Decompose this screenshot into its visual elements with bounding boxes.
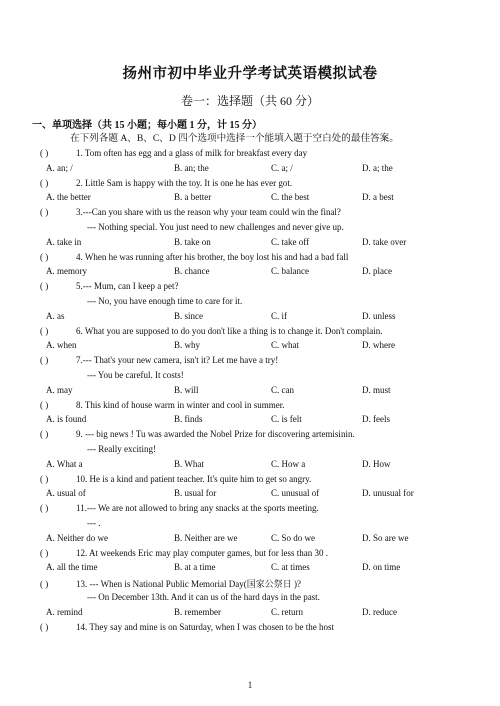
answer-option[interactable]: A. usual of [46, 488, 86, 499]
answer-option[interactable]: B. finds [174, 414, 203, 425]
question-text: 13. --- When is National Public Memorial Day(国家公祭日 )? [76, 579, 302, 590]
answer-option[interactable]: B. why [174, 340, 201, 351]
answer-option[interactable]: B. at a time [174, 562, 216, 573]
answer-option[interactable]: A. remind [46, 606, 83, 617]
answer-option[interactable]: B. since [174, 310, 203, 321]
answer-option[interactable]: D. a; the [362, 162, 393, 173]
answer-parenthesis[interactable]: ( ) [40, 281, 49, 292]
question-continuation: --- Nothing special. You just need to new challenges and never give up. [87, 222, 344, 232]
question-stem [40, 355, 278, 365]
answer-option[interactable]: D. place [362, 266, 392, 277]
answer-parenthesis[interactable]: ( ) [40, 399, 49, 410]
answer-option[interactable]: C. is felt [271, 414, 302, 425]
answer-option[interactable]: A. What a [46, 458, 83, 469]
answer-parenthesis[interactable]: ( ) [40, 621, 49, 632]
question-stem [40, 148, 307, 158]
answer-parenthesis[interactable]: ( ) [40, 148, 49, 158]
answer-option[interactable]: A. as [46, 310, 65, 321]
question-stem [40, 503, 319, 513]
question-stem [40, 474, 311, 484]
answer-option[interactable]: C. return [271, 606, 303, 617]
answer-parenthesis[interactable]: ( ) [40, 429, 49, 440]
answer-option[interactable]: C. at times [271, 562, 310, 573]
answer-option[interactable]: A. an; / [46, 162, 73, 173]
question-stem [40, 400, 285, 410]
answer-option[interactable]: A. take in [46, 236, 82, 247]
answer-option[interactable]: B. a better [174, 192, 212, 203]
answer-option[interactable]: D. How [362, 458, 391, 469]
question-stem [40, 252, 348, 262]
answer-parenthesis[interactable]: ( ) [40, 579, 49, 590]
answer-option[interactable]: C. what [271, 340, 299, 351]
answer-option[interactable]: C. can [271, 384, 294, 395]
answer-option[interactable]: C. a; / [271, 162, 293, 173]
answer-option[interactable]: A. is found [46, 414, 87, 425]
answer-option[interactable]: D. reduce [362, 606, 397, 617]
question-stem [40, 178, 292, 188]
answer-option[interactable]: A. may [46, 384, 73, 395]
answer-parenthesis[interactable]: ( ) [40, 325, 49, 336]
answer-option[interactable]: D. So are we [362, 532, 409, 543]
answer-option[interactable]: A. Neither do we [46, 532, 108, 543]
answer-option[interactable]: D. feels [362, 414, 390, 425]
answer-option[interactable]: B. will [174, 384, 199, 395]
section-instructions: 在下列各题 A、B、C、D 四个选项中选择一个能填入题于空白处的最佳答案。 [70, 133, 399, 144]
exam-subtitle: 卷一：选择题（共 60 分） [180, 94, 319, 108]
question-text: 4. When he was running after his brother, the boy lost his and had a bad fall [76, 251, 349, 262]
answer-option[interactable]: A. when [46, 340, 77, 351]
answer-parenthesis[interactable]: ( ) [40, 207, 49, 218]
question-stem [40, 622, 334, 632]
page-number: 1 [247, 680, 253, 690]
answer-option[interactable]: B. take on [174, 236, 211, 247]
answer-parenthesis[interactable]: ( ) [40, 503, 49, 514]
question-text: 9. --- big news ! Tu was awarded the Nobel Prize for discovering artemisinin. [76, 429, 355, 440]
question-text: 14. They say and mine is on Saturday, when I was chosen to be the host [76, 621, 334, 632]
exam-title: 扬州市初中毕业升学考试英语模拟试卷 [122, 66, 378, 82]
question-text: 3.---Can you share with us the reason why your team could win the final? [76, 207, 341, 218]
answer-option[interactable]: D. unless [362, 310, 396, 321]
answer-parenthesis[interactable]: ( ) [40, 473, 49, 484]
answer-option[interactable]: B. remember [174, 606, 221, 617]
question-text: 8. This kind of house warm in winter and cool in summer. [76, 399, 285, 410]
question-continuation: --- On December 13th. And it can us of the hard days in the past. [87, 592, 320, 602]
answer-option[interactable]: D. unusual for [362, 488, 414, 499]
question-continuation: --- No, you have enough time to care for it. [87, 296, 243, 306]
answer-option[interactable]: D. must [362, 384, 391, 395]
answer-option[interactable]: C. balance [271, 266, 309, 277]
answer-parenthesis[interactable]: ( ) [40, 177, 49, 188]
question-stem [40, 207, 341, 217]
question-text: 6. What you are supposed to do you don't like a thing is to change it. Don't complain. [76, 325, 383, 336]
section-heading: 一、单项选择（共 15 小题；每小题 1 分，计 15 分） [32, 120, 262, 131]
answer-option[interactable]: B. usual for [174, 488, 217, 499]
question-text: 1. Tom often has egg and a glass of milk for breakfast every day [76, 148, 308, 158]
question-text: 11.--- We are not allowed to bring any snacks at the sports meeting. [76, 503, 319, 514]
answer-parenthesis[interactable]: ( ) [40, 251, 49, 262]
answer-option[interactable]: C. unusual of [271, 488, 320, 499]
answer-option[interactable]: A. memory [46, 266, 87, 277]
question-stem [40, 577, 301, 590]
question-text: 5.--- Mum, can I keep a pet? [76, 281, 179, 292]
answer-option[interactable]: B. Neither are we [174, 532, 238, 543]
question-continuation: --- . [87, 518, 101, 528]
question-text: 10. He is a kind and patient teacher. It's quite him to get so angry. [76, 473, 312, 484]
question-stem [40, 548, 328, 558]
answer-option[interactable]: A. all the time [46, 562, 98, 573]
answer-option[interactable]: D. take over [362, 236, 407, 247]
question-text: 7.--- That's your new camera, isn't it? Let me have a try! [76, 355, 279, 366]
answer-option[interactable]: C. the best [271, 192, 310, 203]
question-text: 12. At weekends Eric may play computer games, but for less than 30 . [76, 547, 328, 558]
answer-option[interactable]: C. take off [271, 236, 310, 247]
answer-option[interactable]: B. an; the [174, 162, 209, 173]
answer-option[interactable]: B. chance [174, 266, 210, 277]
question-continuation: --- Really exciting! [87, 444, 156, 454]
question-text: 2. Little Sam is happy with the toy. It is one he has ever got. [76, 177, 293, 188]
answer-option[interactable]: B. What [174, 458, 204, 469]
answer-option[interactable]: C. So do we [271, 532, 316, 543]
question-stem [40, 281, 178, 291]
question-continuation: --- You be careful. It costs! [87, 370, 184, 380]
answer-option[interactable]: D. where [362, 340, 395, 351]
question-stem [40, 429, 355, 439]
answer-option[interactable]: A. the better [46, 192, 91, 203]
answer-option[interactable]: D. on time [362, 562, 401, 573]
answer-parenthesis[interactable]: ( ) [40, 355, 49, 366]
answer-option[interactable]: C. if [271, 310, 288, 321]
question-stem [40, 326, 383, 336]
answer-option[interactable]: C. How a [271, 458, 306, 469]
answer-option[interactable]: D. a best [362, 192, 394, 203]
answer-parenthesis[interactable]: ( ) [40, 547, 49, 558]
